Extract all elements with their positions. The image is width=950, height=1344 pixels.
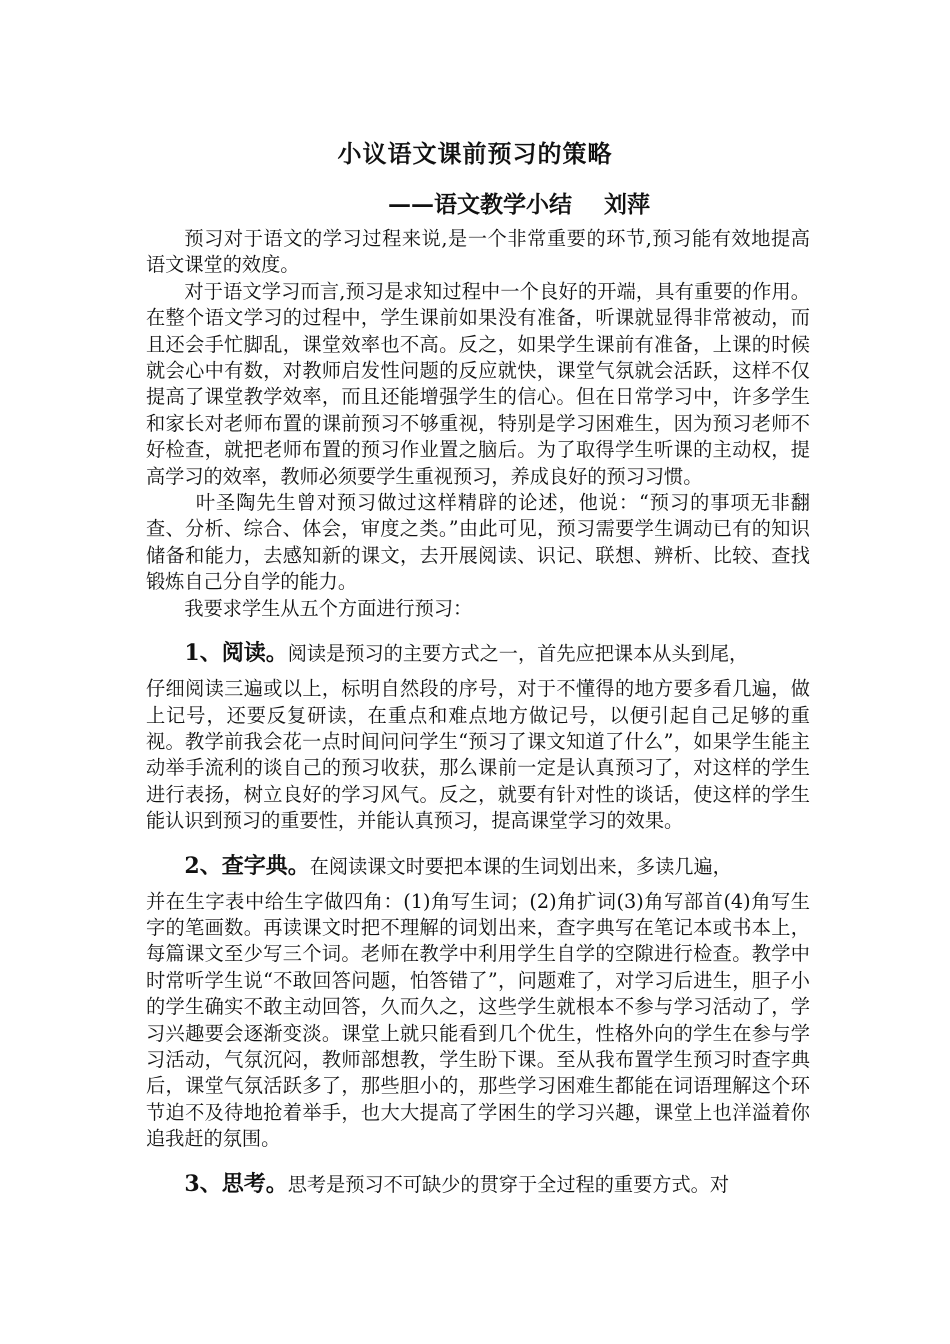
section-reading-lead: 阅读是预习的主要方式之一，首先应把课本从头到尾， [287, 642, 749, 666]
document-subtitle: ——语文教学小结 刘萍 [388, 191, 651, 218]
paragraph-importance: 对于语文学习而言,预习是求知过程中一个良好的开端，具有重要的作用。在整个语文学习的过程中，学生课前如果没有准备，听课就显得非常被动，而且还会手忙脚乱，课堂效率也不高。反之，如果学生课前有准备，上课的时候就会心中有数，对教师启发性问题的反应就快，课堂气氛就会活跃，这样不仅提高了课堂教学效率，而且还能增强学生的信心。但在日常学习中，许多学生和家长对老师布置的课前预习不够重视，特别是学习困难生，因为预习老师不好检查，就把老师布置的预习作业置之脑后。为了取得学生听课的主动权，提高学习的效率，教师必须要学生重视预习，养成良好的预习习惯。 [146, 279, 810, 488]
section-reading-text: 仔细阅读三遍或以上，标明自然段的序号，对于不懂得的地方要多看几遍，做上记号，还要反复研读，在重点和难点地方做记号，以便引起自己足够的重视。教学前我会花一点时间问问学生“预习了课文知道了什么”，如果学生能主动举手流利的谈自己的预习收获，那么课前一定是认真预习了，对这样的学生进行表扬，树立良好的学习风气。反之，就要有针对性的谈话，使这样的学生能认识到预习的重要性，并能认真预习，提高课堂学习的效果。 [146, 677, 810, 833]
section-dictionary [146, 844, 810, 1153]
paragraph-requirements: 我要求学生从五个方面进行预习： [184, 596, 473, 620]
section-thinking-lead: 思考是预习不可缺少的贯穿于全过程的重要方式。对 [287, 1172, 730, 1196]
section-dictionary-lead: 在阅读课文时要把本课的生词划出来，多读几遍， [309, 854, 732, 878]
section-thinking [146, 1162, 810, 1207]
section-dictionary-heading: 2、查字典。 [184, 852, 310, 879]
section-thinking-heading: 3、思考。 [184, 1170, 288, 1197]
section-reading [146, 631, 810, 834]
document-body [146, 226, 810, 1207]
section-dictionary-text: 并在生字表中给生字做四角：(1)角写生词；(2)角扩词(3)角写部首(4)角写生字的笔画数。再读课文时把不理解的词划出来，查字典写在笔记本或书本上，每篇课文至少写三个词。老师在教学中利用学生自学的空隙进行检查。教学中时常听学生说“不敢回答问题，怕答错了”，问题难了，对学习后进生，胆子小的学生确实不敢主动回答，久而久之，这些学生就根本不参与学习活动了，学习兴趣要会逐渐变淡。课堂上就只能看到几个优生，性格外向的学生在参与学习活动，气氛沉闷，教师部想教，学生盼下课。至从我布置学生预习时查字典后，课堂气氛活跃多了，那些胆小的，那些学习困难生都能在词语理解这个环节迫不及待地抢着举手，也大大提高了学困生的学习兴趣，课堂上也洋溢着你追我赶的氛围。 [146, 889, 810, 1151]
paragraph-quote: 叶圣陶先生曾对预习做过这样精辟的论述，他说：“预习的事项无非翻查、分析、综合、体会，审度之类。”由此可见，预习需要学生调动已有的知识储备和能力，去感知新的课文，去开展阅读、识记、联想、辨析、比较、查找锻炼自己分自学的能力。 [146, 491, 810, 594]
section-reading-heading: 1、阅读。 [184, 640, 288, 667]
document-title: 小议语文课前预习的策略 [337, 139, 613, 168]
paragraph-intro: 预习对于语文的学习过程来说,是一个非常重要的环节,预习能有效地提高语文课堂的效度。 [146, 227, 810, 277]
